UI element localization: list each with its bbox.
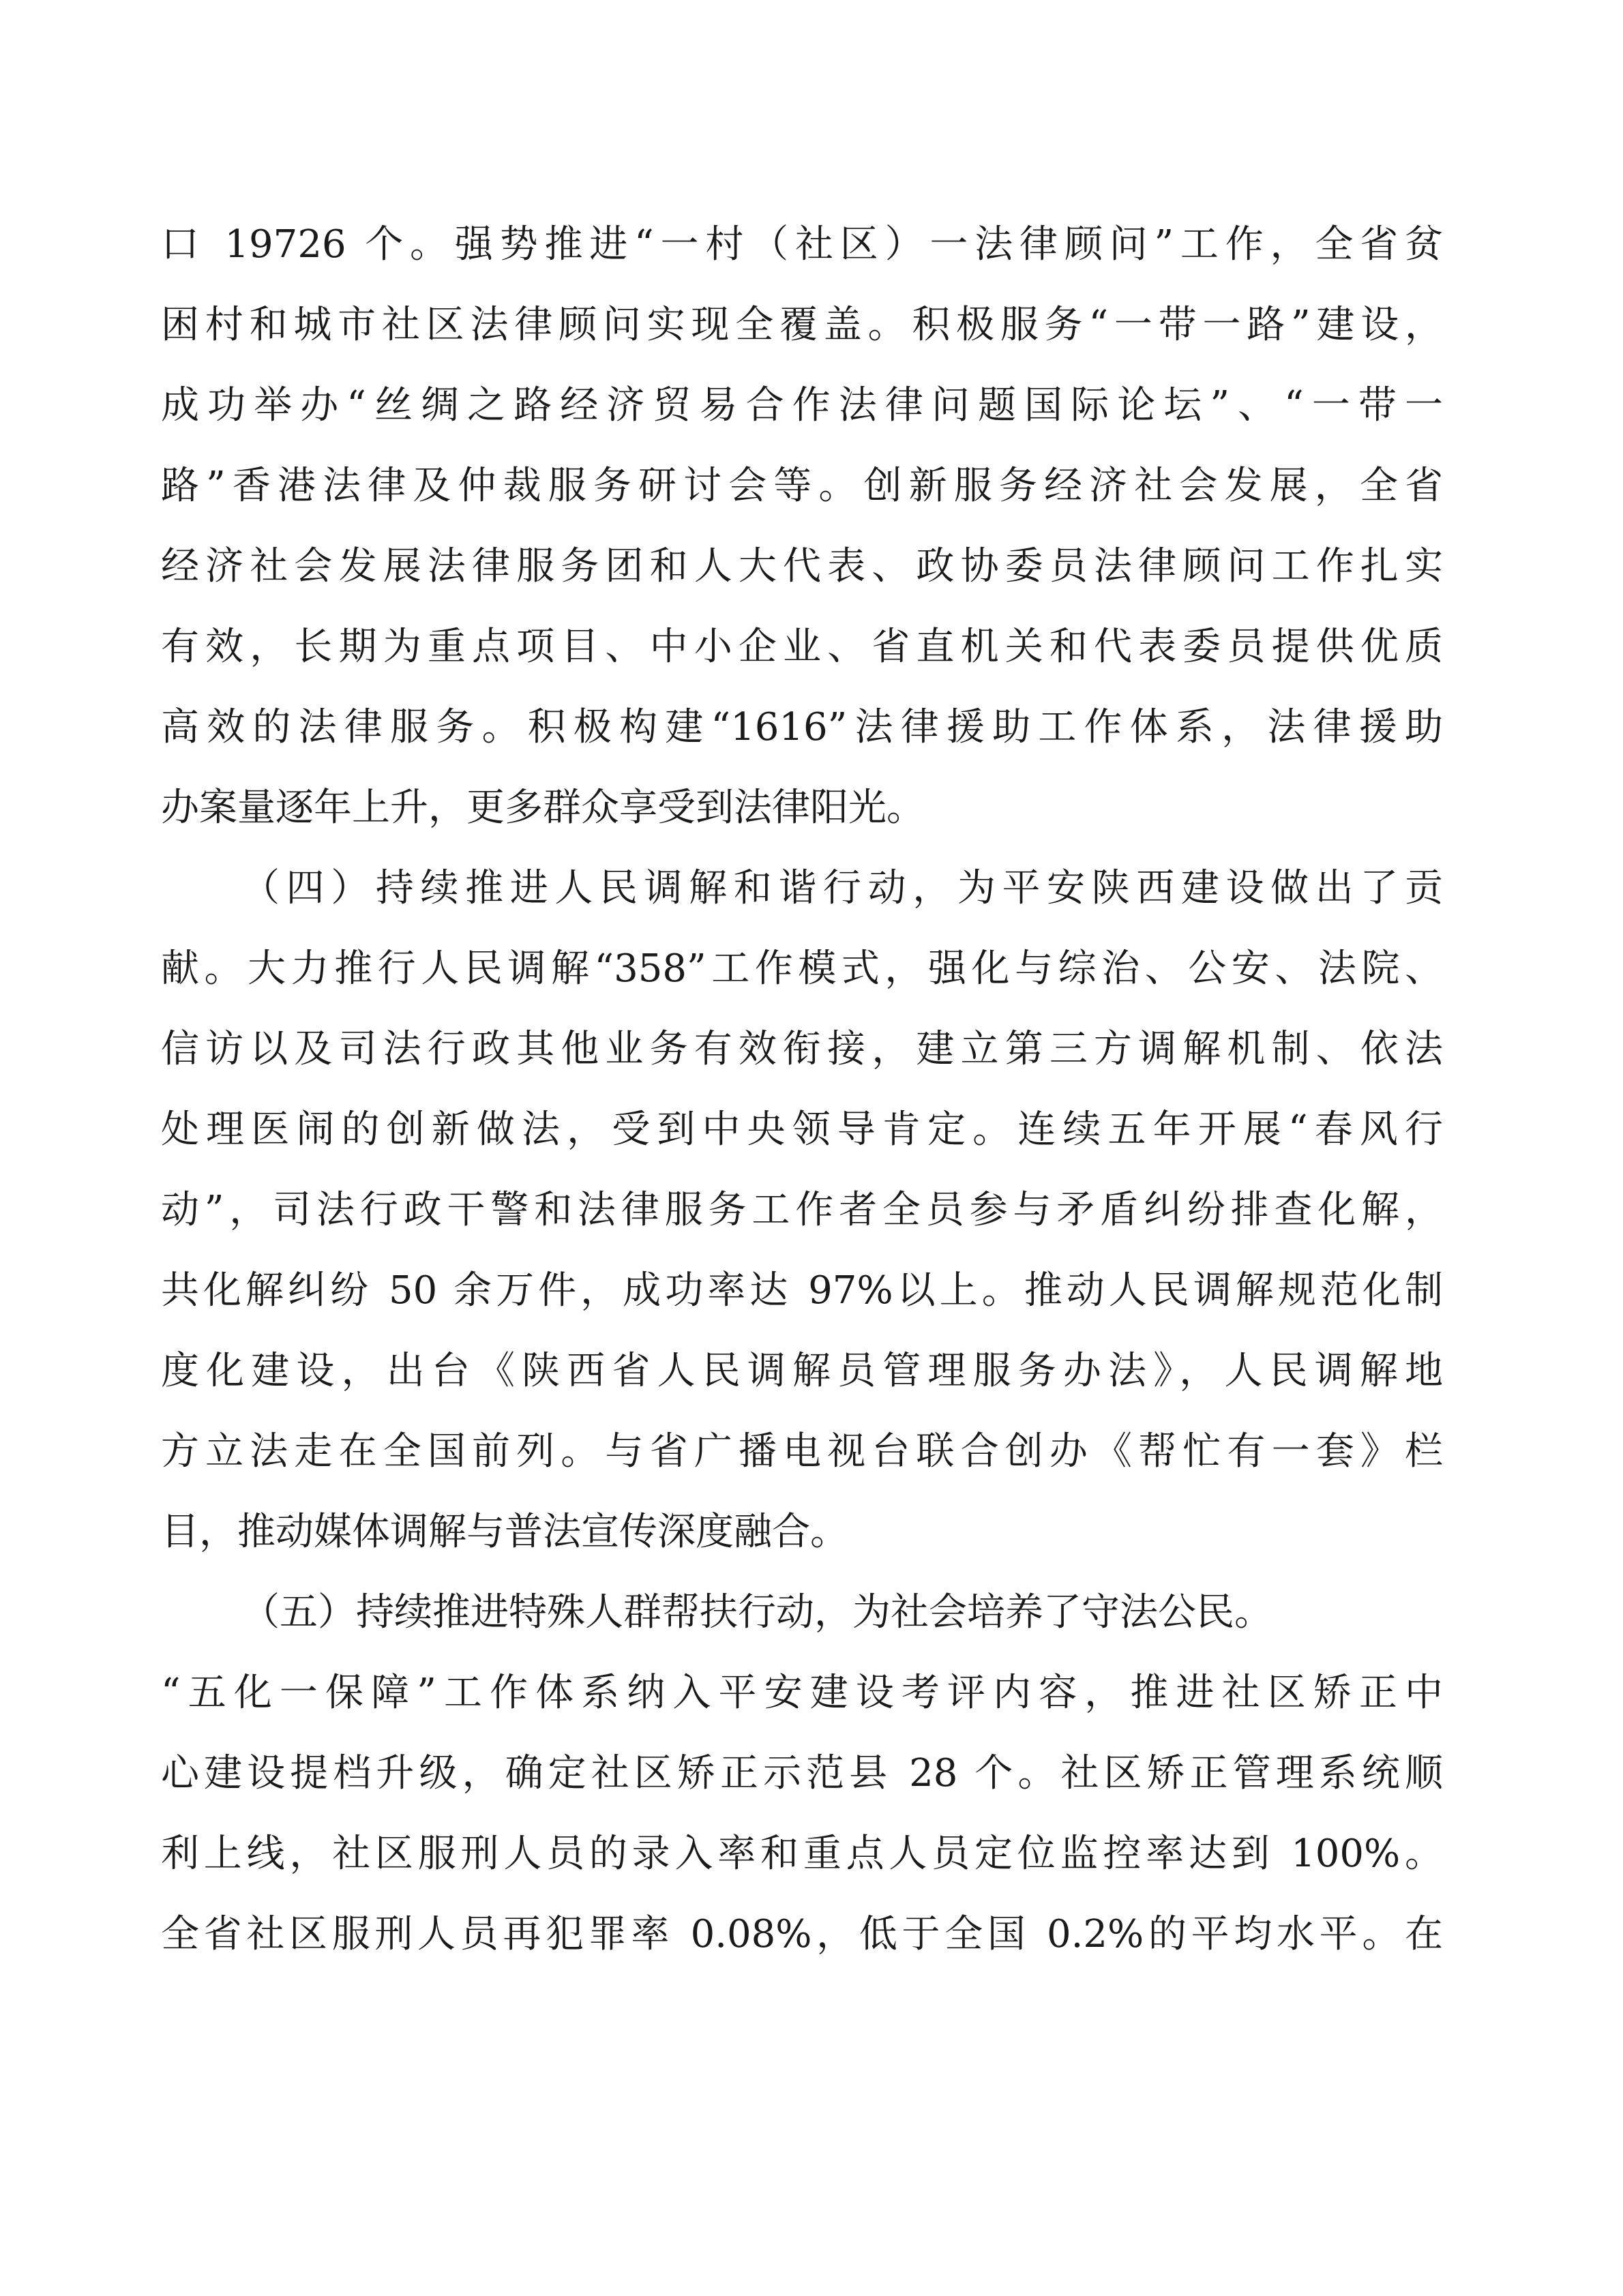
text-line: 经济社会发展法律服务团和人大代表、政协委员法律顾问工作扎实	[161, 544, 1443, 588]
text-line: 口 19726 个。强势推进“一村（社区）一法律顾问”工作，全省贫	[161, 222, 1443, 267]
text-line: 处理医闹的创新做法，受到中央领导肯定。连续五年开展“春风行	[161, 1107, 1443, 1152]
text-line: 目，推动媒体调解与普法宣传深度融合。	[161, 1510, 848, 1554]
text-line: 利上线，社区服刑人员的录入率和重点人员定位监控率达到 100%。	[161, 1832, 1443, 1876]
text-line: 全省社区服刑人员再犯罪率 0.08%，低于全国 0.2%的平均水平。在	[161, 1912, 1443, 1956]
text-line: 动”，司法行政干警和法律服务工作者全员参与矛盾纠纷排查化解，	[161, 1188, 1443, 1232]
text-line: 成功举办“丝绸之路经济贸易合作法律问题国际论坛”、“一带一	[161, 383, 1443, 428]
text-line: 献。大力推行人民调解“358”工作模式，强化与综治、公安、法院、	[161, 946, 1443, 991]
section-heading-line: （四）持续推进人民调解和谐行动，为平安陕西建设做出了贡	[241, 866, 1443, 910]
text-line: 困村和城市社区法律顾问实现全覆盖。积极服务“一带一路”建设，	[161, 303, 1443, 347]
text-line: 信访以及司法行政其他业务有效衔接，建立第三方调解机制、依法	[161, 1027, 1443, 1071]
text-line: 共化解纠纷 50 余万件，成功率达 97%以上。推动人民调解规范化制	[161, 1268, 1443, 1313]
text-line: 度化建设，出台《陕西省人民调解员管理服务办法》，人民调解地	[161, 1349, 1443, 1393]
text-line: 方立法走在全国前列。与省广播电视台联合创办《帮忙有一套》栏	[161, 1429, 1443, 1474]
text-line: 办案量逐年上升，更多群众享受到法律阳光。	[161, 786, 925, 830]
text-line: 路”香港法律及仲裁服务研讨会等。创新服务经济社会发展，全省	[161, 464, 1443, 508]
section-heading-line: （五）持续推进特殊人群帮扶行动，为社会培养了守法公民。	[241, 1590, 1272, 1635]
text-line: “五化一保障”工作体系纳入平安建设考评内容，推进社区矫正中	[161, 1671, 1443, 1715]
text-line: 心建设提档升级，确定社区矫正示范县 28 个。社区矫正管理系统顺	[161, 1751, 1443, 1795]
text-line: 有效，长期为重点项目、中小企业、省直机关和代表委员提供优质	[161, 625, 1443, 669]
text-line: 高效的法律服务。积极构建“1616”法律援助工作体系，法律援助	[161, 705, 1443, 749]
body-text	[161, 205, 1443, 1975]
